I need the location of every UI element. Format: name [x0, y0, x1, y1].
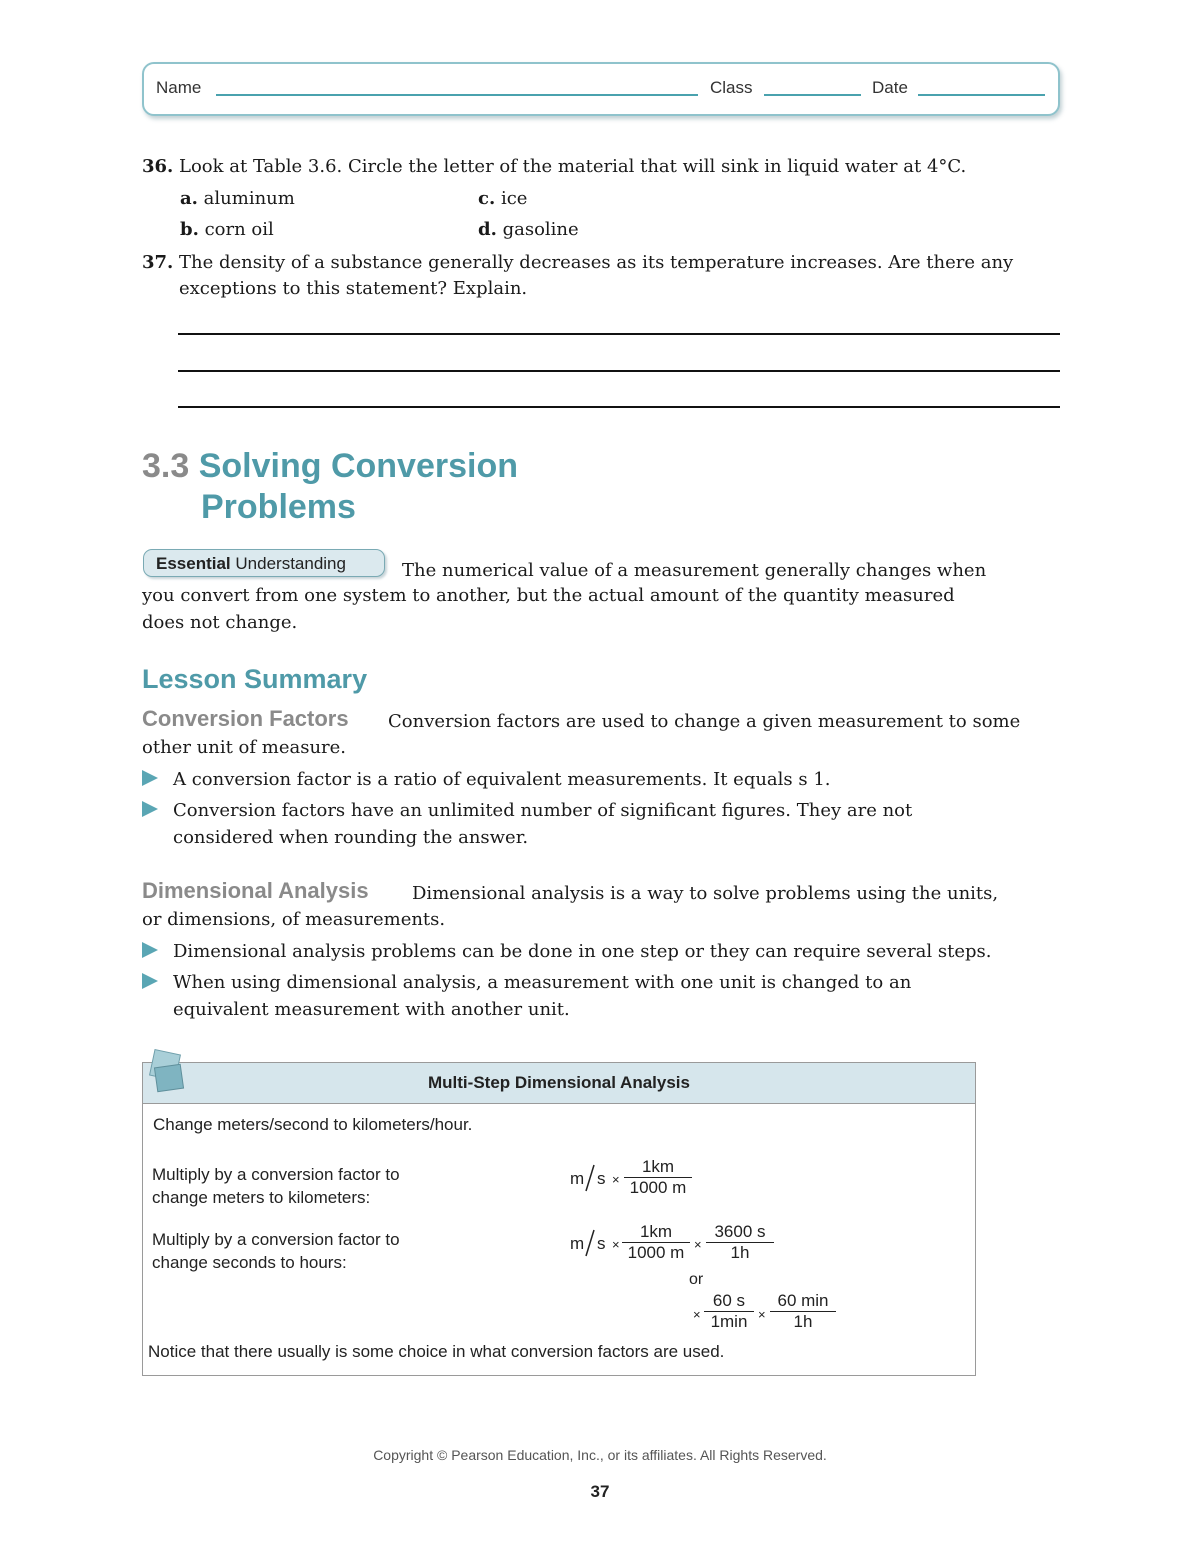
unit-m: m	[570, 1234, 585, 1253]
essential-understanding-text-line1: The numerical value of a measurement generally changes when	[402, 560, 987, 581]
option-c[interactable]: c. ice	[478, 188, 528, 209]
question-37	[142, 250, 173, 276]
fraction-minutes	[704, 1291, 754, 1332]
fraction-km	[622, 1222, 690, 1263]
slash-icon	[584, 1163, 596, 1193]
essential-understanding-text-line3: does not change.	[142, 612, 298, 633]
question-36	[142, 154, 173, 180]
section-title-line1: Solving Conversion	[198, 447, 518, 485]
fraction-denominator: 1000 m	[629, 1178, 687, 1197]
times-sign: ×	[693, 1307, 701, 1322]
question-37-text-line1: The density of a substance generally decreases as its temperature increases. Are there any	[179, 252, 1014, 273]
or-label: or	[689, 1271, 704, 1288]
essential-understanding-badge: Essential Understanding	[143, 549, 385, 577]
dimensional-analysis-intro-line1: Dimensional analysis is a way to solve problems using the units,	[412, 883, 999, 904]
option-d[interactable]: d. gasoline	[478, 219, 579, 240]
bullet-text: When using dimensional analysis, a measurement with one unit is changed to an	[173, 972, 912, 993]
class-field[interactable]	[764, 94, 861, 96]
name-field[interactable]	[216, 94, 698, 96]
fraction-numerator: 1km	[622, 1222, 690, 1243]
section-title	[142, 446, 518, 528]
date-field[interactable]	[918, 94, 1045, 96]
bullet-arrow-icon	[142, 973, 158, 989]
question-37-text-line2: exceptions to this statement? Explain.	[179, 278, 528, 299]
section-title-line2: Problems	[201, 488, 356, 526]
bullet-text: considered when rounding the answer.	[173, 827, 529, 848]
fraction-numerator: 60 s	[704, 1291, 754, 1312]
times-sign: ×	[612, 1172, 620, 1187]
dimensional-analysis-intro-line2: or dimensions, of measurements.	[142, 909, 446, 930]
fraction-denominator: 1min	[710, 1312, 748, 1331]
copyright-notice: Copyright © Pearson Education, Inc., or its affiliates. All Rights Reserved.	[373, 1447, 827, 1463]
fraction-denominator: 1h	[730, 1243, 750, 1262]
bullet-text: equivalent measurement with another unit.	[173, 999, 570, 1020]
lesson-summary-heading: Lesson Summary	[142, 664, 368, 694]
fraction-denominator: 1h	[793, 1312, 813, 1331]
student-info-box	[142, 62, 1060, 116]
conversion-factors-intro-line2: other unit of measure.	[142, 737, 347, 758]
class-label: Class	[710, 78, 753, 97]
question-number: 37.	[142, 252, 174, 273]
fraction-km	[624, 1157, 692, 1198]
fraction-denominator: 1000 m	[627, 1243, 685, 1262]
fraction-numerator: 3600 s	[706, 1222, 774, 1243]
fraction-numerator: 1km	[624, 1157, 692, 1178]
unit-m: m	[570, 1169, 585, 1188]
question-36-text: Look at Table 3.6. Circle the letter of the material that will sink in liquid water at 4°C.	[179, 156, 967, 177]
unit-s: s	[597, 1169, 606, 1188]
bullet-text: A conversion factor is a ratio of equivalent measurements. It equals s 1.	[173, 769, 831, 790]
name-label: Name	[156, 78, 202, 97]
times-sign: ×	[758, 1307, 766, 1322]
bullet-arrow-icon	[142, 942, 158, 958]
essential-understanding-text-line2: you convert from one system to another, but the actual amount of the quantity measured	[142, 585, 955, 606]
step1-text-line1: Multiply by a conversion factor to	[152, 1165, 400, 1184]
conversion-factors-heading: Conversion Factors	[142, 706, 349, 731]
conversion-factors-intro-line1: Conversion factors are used to change a given measurement to some	[388, 711, 1021, 732]
step2-text-line1: Multiply by a conversion factor to	[152, 1230, 400, 1249]
times-sign: ×	[612, 1237, 620, 1252]
example-intro: Change meters/second to kilometers/hour.	[153, 1115, 473, 1134]
dimensional-analysis-heading: Dimensional Analysis	[142, 878, 369, 903]
section-number: 3.3	[142, 447, 190, 485]
bullet-arrow-icon	[142, 801, 158, 817]
answer-line-1[interactable]	[178, 333, 1060, 335]
slash-icon	[584, 1228, 596, 1258]
bullet-arrow-icon	[142, 770, 158, 786]
step2-text-line2: change seconds to hours:	[152, 1253, 347, 1272]
page-number: 37	[590, 1482, 610, 1501]
example-box-title: Multi-Step Dimensional Analysis	[143, 1063, 975, 1104]
fraction-numerator: 60 min	[770, 1291, 836, 1312]
step1-text-line2: change meters to kilometers:	[152, 1188, 371, 1207]
example-box	[142, 1062, 976, 1376]
example-note: Notice that there usually is some choice in what conversion factors are used.	[148, 1342, 725, 1361]
unit-s: s	[597, 1234, 606, 1253]
answer-line-2[interactable]	[178, 370, 1060, 372]
date-label: Date	[872, 78, 908, 97]
answer-line-3[interactable]	[178, 406, 1060, 408]
option-a[interactable]: a. aluminum	[180, 188, 295, 209]
sticky-note-icon	[144, 1046, 188, 1096]
fraction-min-to-hours	[770, 1291, 836, 1332]
question-number: 36.	[142, 156, 174, 177]
bullet-text: Conversion factors have an unlimited number of significant figures. They are not	[173, 800, 913, 821]
times-sign: ×	[694, 1237, 702, 1252]
fraction-hours	[706, 1222, 774, 1263]
bullet-text: Dimensional analysis problems can be done in one step or they can require several steps.	[173, 941, 992, 962]
option-b[interactable]: b. corn oil	[180, 219, 274, 240]
